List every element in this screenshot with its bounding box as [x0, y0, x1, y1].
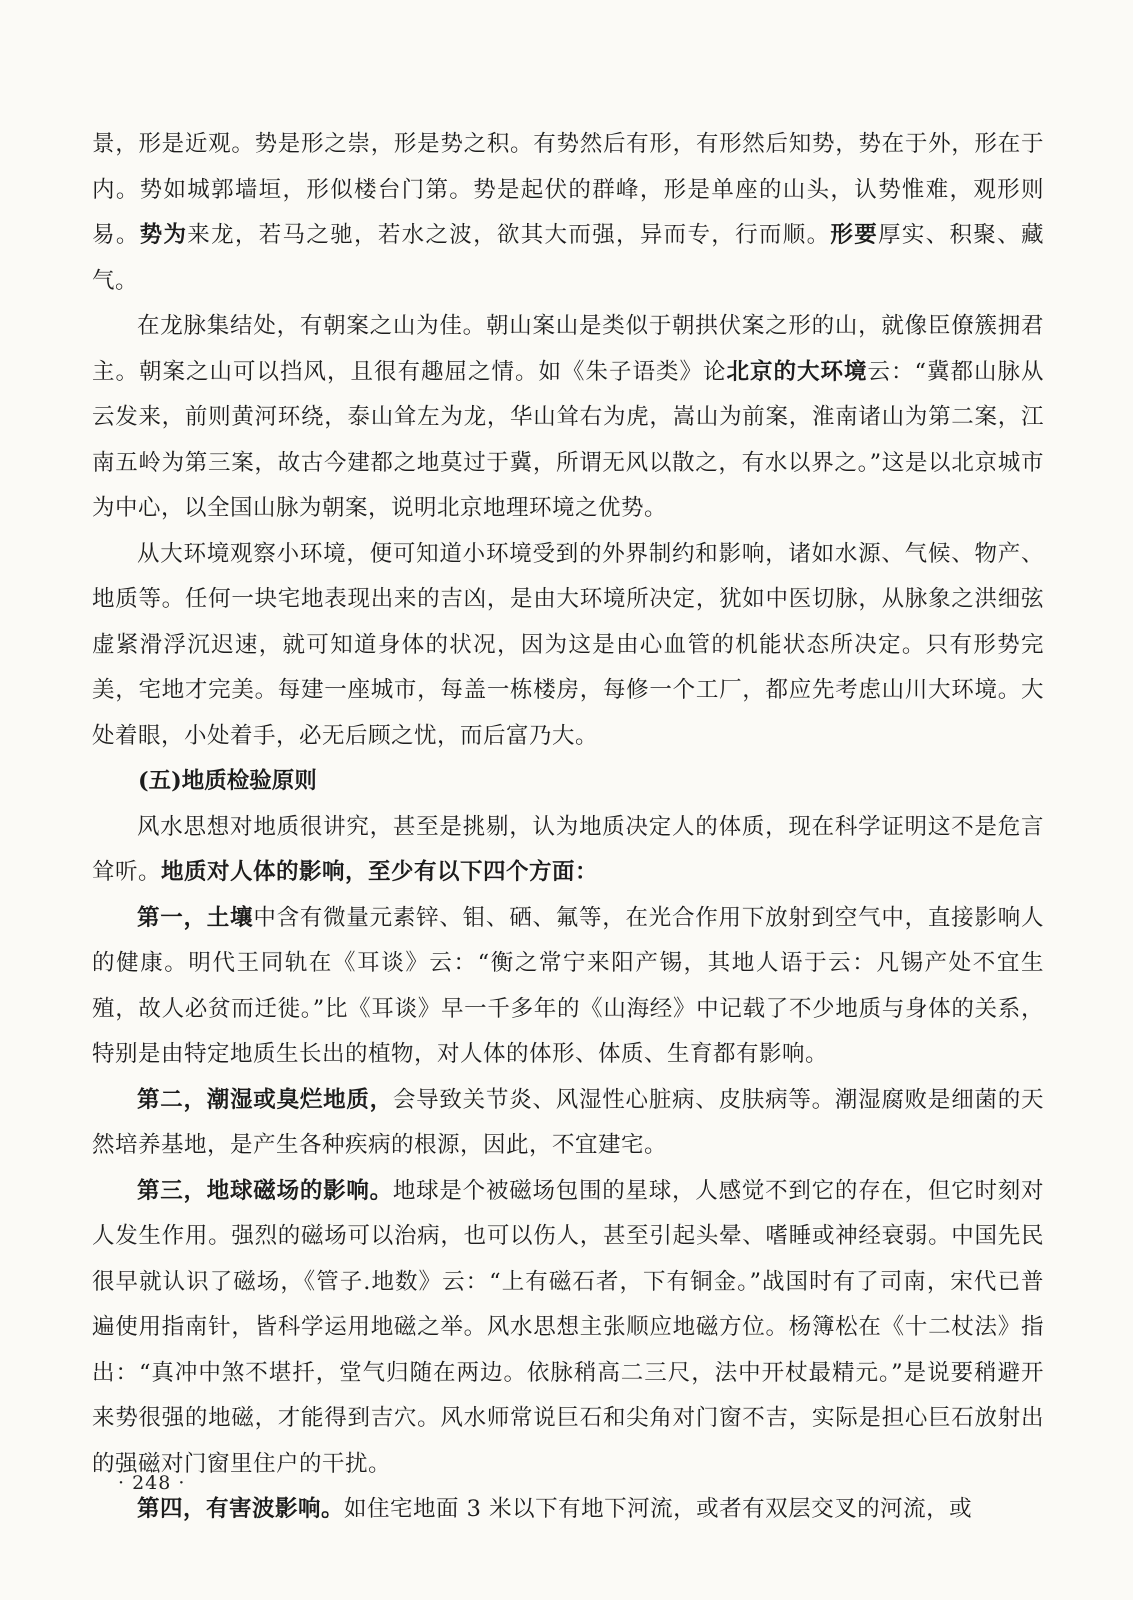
paragraph-first-soil: 第一，土壤中含有微量元素锌、钼、硒、氟等，在光合作用下放射到空气中，直接影响人的健康。明代王同轨在《耳谈》云：“衡之常宁来阳产锡，其地人语于云：凡锡产处不宜生殖，故人必贫而迁徙。”比《耳谈》早一千多年的《山海经》中记载了不少地质与身体的关系，特别是由特定地质生长出的植物，对人体的体形、体质、生育都有影响。 [92, 904, 1044, 1067]
paragraph-shape-and-momentum: 景，形是近观。势是形之崇，形是势之积。有势然后有形，有形然后知势，势在于外，形在于内。势如城郭墙垣，形似楼台门第。势是起伏的群峰，形是单座的山头，认势惟难，观形则易。势为来龙，若马之驰，若水之波，欲其大而强，异而专，行而顺。形要厚实、积聚、藏气。 [92, 131, 1044, 294]
bold-term: 第三，地球磁场的影响。 [137, 1177, 393, 1204]
paragraph-chao-an-mountains: 在龙脉集结处，有朝案之山为佳。朝山案山是类似于朝拱伏案之形的山，就像臣僚簇拥君主。朝案之山可以挡风，且很有趣屈之情。如《朱子语类》论北京的大环境云：“冀都山脉从云发来，前则黄河环绕，泰山耸左为龙，华山耸右为虎，嵩山为前案，淮南诸山为第二案，江南五岭为第三案，故古今建都之地莫过于冀，所谓无风以散之，有水以界之。”这是以北京城市为中心，以全国山脉为朝案，说明北京地理环境之优势。 [92, 313, 1044, 521]
page-body [92, 122, 1044, 1533]
bold-term: 势为 [139, 222, 188, 248]
page-number: · 248 · [118, 1472, 186, 1494]
bold-term: 北京的大环境 [726, 358, 868, 385]
paragraph-fourth-waves: 第四，有害波影响。如住宅地面 3 米以下有地下河流，或者有双层交叉的河流，或 [137, 1496, 973, 1522]
bold-term: 第四，有害波影响。 [137, 1496, 345, 1522]
paragraph-geology-intro: 风水思想对地质很讲究，甚至是挑剔，认为地质决定人的体质，现在科学证明这不是危言耸听。地质对人体的影响，至少有以下四个方面： [92, 813, 1044, 885]
paragraph-second-damp: 第二，潮湿或臭烂地质，会导致关节炎、风湿性心脏病、皮肤病等。潮湿腐败是细菌的天然培养基地，是产生各种疾病的根源，因此，不宜建宅。 [92, 1086, 1044, 1158]
paragraph-environment: 从大环境观察小环境，便可知道小环境受到的外界制约和影响，诸如水源、气候、物产、地质等。任何一块宅地表现出来的吉凶，是由大环境所决定，犹如中医切脉，从脉象之洪细弦虚紧滑浮沉迟速，就可知道身体的状况，因为这是由心血管的机能状态所决定。只有形势完美，宅地才完美。每建一座城市，每盖一栋楼房，每修一个工厂，都应先考虑山川大环境。大处着眼，小处着手，必无后顾之忧，而后富乃大。 [92, 540, 1044, 749]
bold-term: 第二，潮湿或臭烂地质， [137, 1086, 393, 1113]
section-heading: (五)地质检验原则 [138, 768, 317, 794]
bold-term: 第一，土壤 [137, 904, 254, 931]
paragraph-third-magnetic: 第三，地球磁场的影响。地球是个被磁场包围的星球，人感觉不到它的存在，但它时刻对人发生作用。强烈的磁场可以治病，也可以伤人，甚至引起头晕、嗜睡或神经衰弱。中国先民很早就认识了磁场，《管子.地数》云：“上有磁石者，下有铜金。”战国时有了司南，宋代已普遍使用指南针，皆科学运用地磁之举。风水思想主张顺应地磁方位。杨簿松在《十二杖法》指出：“真冲中煞不堪扦，堂气归随在两边。依脉稍高二三尺，法中开杖最精元。”是说要稍避开来势很强的地磁，才能得到吉穴。风水师常说巨石和尖角对门窗不吉，实际是担心巨石放射出的强磁对门窗里住户的干扰。 [92, 1177, 1044, 1477]
bold-term: 地质对人体的影响，至少有以下四个方面： [161, 859, 599, 885]
bold-term: 形要 [830, 222, 879, 248]
